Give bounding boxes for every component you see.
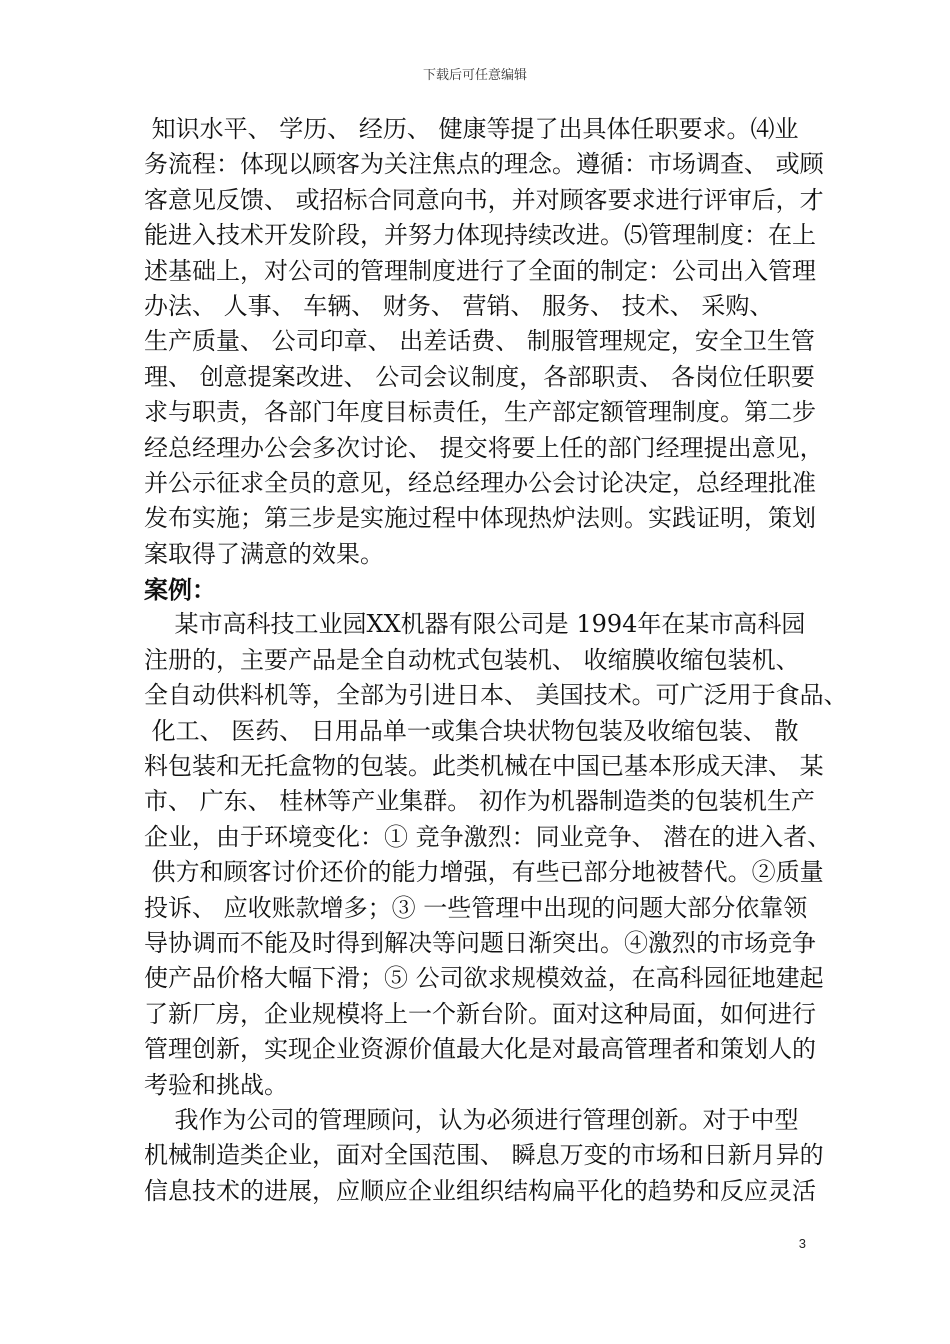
text-line: 客意见反馈、 或招标合同意向书，并对顾客要求进行评审后，才	[144, 185, 824, 214]
text-line: 考验和挑战。	[144, 1070, 288, 1099]
text-line: 能进入技术开发阶段，并努力体现持续改进。⑸管理制度：在上	[144, 221, 816, 250]
text-line: 生产质量、 公司印章、 出差话费、 制服管理规定，安全卫生管	[144, 327, 815, 356]
text-line: 管理创新，实现企业资源价值最大化是对最高管理者和策划人的	[144, 1035, 816, 1064]
text-line: 务流程：体现以顾客为关注焦点的理念。遵循：市场调查、 或顾	[144, 150, 824, 179]
text-line: 导协调而不能及时得到解决等问题日渐突出。④激烈的市场竞争	[144, 928, 816, 957]
text-line: 使产品价格大幅下滑；⑤ 公司欲求规模效益，在高科园征地建起	[144, 964, 824, 993]
text-line: 我作为公司的管理顾问，认为必须进行管理创新。对于中型	[144, 1105, 799, 1134]
text-line: 供方和顾客讨价还价的能力增强，有些已部分地被替代。②质量	[144, 858, 824, 887]
text-line: 理、 创意提案改进、 公司会议制度，各部职责、 各岗位任职要	[144, 362, 815, 391]
text-line: 求与职责，各部门年度目标责任，生产部定额管理制度。第二步	[144, 398, 816, 427]
text-line: 化工、 医药、 日用品单一或集合块状物包装及收缩包装、 散	[144, 716, 799, 745]
text-line: 料包装和无托盒物的包装。此类机械在中国已基本形成天津、 某	[144, 752, 824, 781]
text-line: 经总经理办公会多次讨论、 提交将要上任的部门经理提出意见，	[144, 433, 824, 462]
text-line: 知识水平、 学历、 经历、 健康等提了出具体任职要求。⑷业	[144, 115, 799, 143]
text-line: 注册的，主要产品是全自动枕式包装机、 收缩膜收缩包装机、	[144, 645, 800, 674]
text-line: 了新厂房，企业规模将上一个新台阶。面对这种局面，如何进行	[144, 999, 816, 1028]
text-line: 述基础上，对公司的管理制度进行了全面的制定：公司出入管理	[144, 256, 816, 285]
text-line: 机械制造类企业，面对全国范围、 瞬息万变的市场和日新月异的	[144, 1141, 824, 1170]
text-line: 某市高科技工业园XX机器有限公司是 1994年在某市高科园	[144, 610, 806, 639]
text-line: 投诉、 应收账款增多；③ 一些管理中出现的问题大部分依靠领	[144, 893, 808, 922]
document-body	[144, 112, 848, 1209]
page-number: 3	[798, 1236, 806, 1251]
text-line: 信息技术的进展，应顺应企业组织结构扁平化的趋势和反应灵活	[144, 1176, 816, 1205]
text-line: 案取得了满意的效果。	[144, 539, 384, 568]
text-line: 办法、 人事、 车辆、 财务、 营销、 服务、 技术、 采购、	[144, 291, 774, 320]
text-line: 企业，由于环境变化：① 竞争激烈：同业竞争、 潜在的进入者、	[144, 822, 832, 851]
page-header: 下载后可任意编辑	[422, 68, 527, 83]
section-heading: 案例：	[144, 575, 216, 605]
text-line: 并公示征求全员的意见，经总经理办公会讨论决定，总经理批准	[144, 468, 816, 497]
text-line: 市、 广东、 桂林等产业集群。 初作为机器制造类的包装机生产	[144, 787, 815, 816]
text-line: 发布实施；第三步是实施过程中体现热炉法则。实践证明，策划	[144, 504, 816, 533]
text-line: 全自动供料机等，全部为引进日本、 美国技术。可广泛用于食品、	[144, 681, 848, 710]
